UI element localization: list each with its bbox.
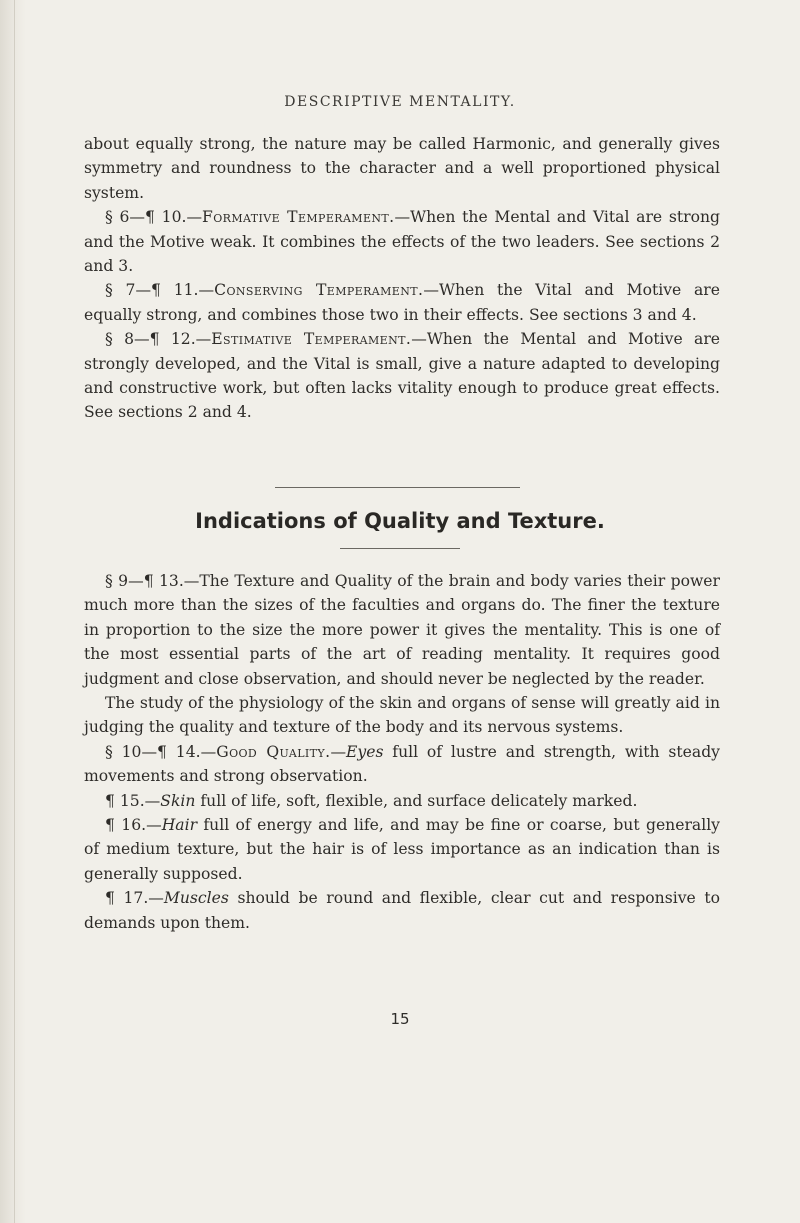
formative-title: Formative Temperament. bbox=[202, 208, 395, 227]
conserving-number: § 7—¶ 11.— bbox=[105, 281, 215, 300]
hair-number: ¶ 16.— bbox=[105, 816, 162, 835]
muscles-number: ¶ 17.— bbox=[105, 889, 164, 908]
page-number: 15 bbox=[390, 1010, 410, 1028]
running-header: DESCRIPTIVE MENTALITY. bbox=[284, 94, 516, 110]
good-quality-dash: — bbox=[330, 742, 347, 761]
conserving-title: Conserving Temperament. bbox=[214, 281, 424, 300]
formative-number: § 6—¶ 10.— bbox=[105, 208, 203, 227]
muscles-paragraph bbox=[84, 886, 720, 935]
good-quality-number: § 10—¶ 14.— bbox=[105, 742, 217, 761]
hair-paragraph bbox=[84, 813, 720, 886]
conserving-body: —When the Vital and Motive are equally strong, and combines those two in their effects. See sections 3 and 4. bbox=[84, 281, 720, 324]
skin-body: full of life, soft, flexible, and surface delicately marked. bbox=[195, 791, 638, 810]
good-quality-body: full of lustre and strength, with steady movements and strong observation. bbox=[84, 742, 720, 786]
good-quality-title: Good Quality. bbox=[216, 742, 331, 761]
heading-underline bbox=[340, 548, 460, 549]
quality-section bbox=[84, 569, 720, 935]
skin-paragraph bbox=[84, 789, 720, 813]
skin-number: ¶ 15.— bbox=[105, 791, 161, 810]
divider-rule bbox=[275, 487, 520, 488]
texture-paragraph: § 9—¶ 13.—The Texture and Quality of the brain and body varies their power much more than the sizes of the faculties and organs do. The finer the texture in proportion to the size the more power it gives the mentality. This is one of the most essential parts of the art of reading mentality. It requires good judgment and close observation, and should never be neglected by the reader. bbox=[84, 572, 720, 688]
estimative-paragraph bbox=[84, 327, 720, 425]
muscles-term: Muscles bbox=[163, 889, 229, 908]
section-heading: Indications of Quality and Texture. bbox=[195, 509, 605, 533]
binding-line bbox=[14, 0, 15, 1223]
temperament-section bbox=[84, 132, 720, 425]
estimative-title: Estimative Temperament. bbox=[211, 330, 412, 349]
good-quality-paragraph bbox=[84, 740, 720, 789]
skin-term: Skin bbox=[160, 791, 196, 810]
estimative-number: § 8—¶ 12.— bbox=[105, 330, 212, 349]
muscles-body: should be round and flexible, clear cut and responsive to demands upon them. bbox=[84, 889, 720, 932]
estimative-body: —When the Mental and Motive are strongly developed, and the Vital is small, give a nature adapted to developing and constructive work, but often lacks vitality enough to produce great effects. See sections 2 and 4. bbox=[84, 330, 721, 422]
eyes-term: Eyes bbox=[346, 742, 384, 761]
physiology-paragraph: The study of the physiology of the skin and organs of sense will greatly aid in judging the quality and texture of the body and its nervous systems. bbox=[84, 694, 720, 737]
page-gutter bbox=[0, 0, 26, 1223]
formative-paragraph bbox=[84, 205, 720, 278]
hair-term: Hair bbox=[161, 816, 198, 835]
hair-body: full of energy and life, and may be fine or coarse, but generally of medium texture, but the hair is of less importance as an indication than is generally supposed. bbox=[84, 816, 720, 883]
formative-body: —When the Mental and Vital are strong and the Motive weak. It combines the effects of the two leaders. See sections 2 and 3. bbox=[84, 208, 721, 276]
harmonic-paragraph: about equally strong, the nature may be called Harmonic, and generally gives symmetry and roundness to the character and a well proportioned physical system. bbox=[84, 135, 720, 202]
conserving-paragraph bbox=[84, 278, 720, 327]
